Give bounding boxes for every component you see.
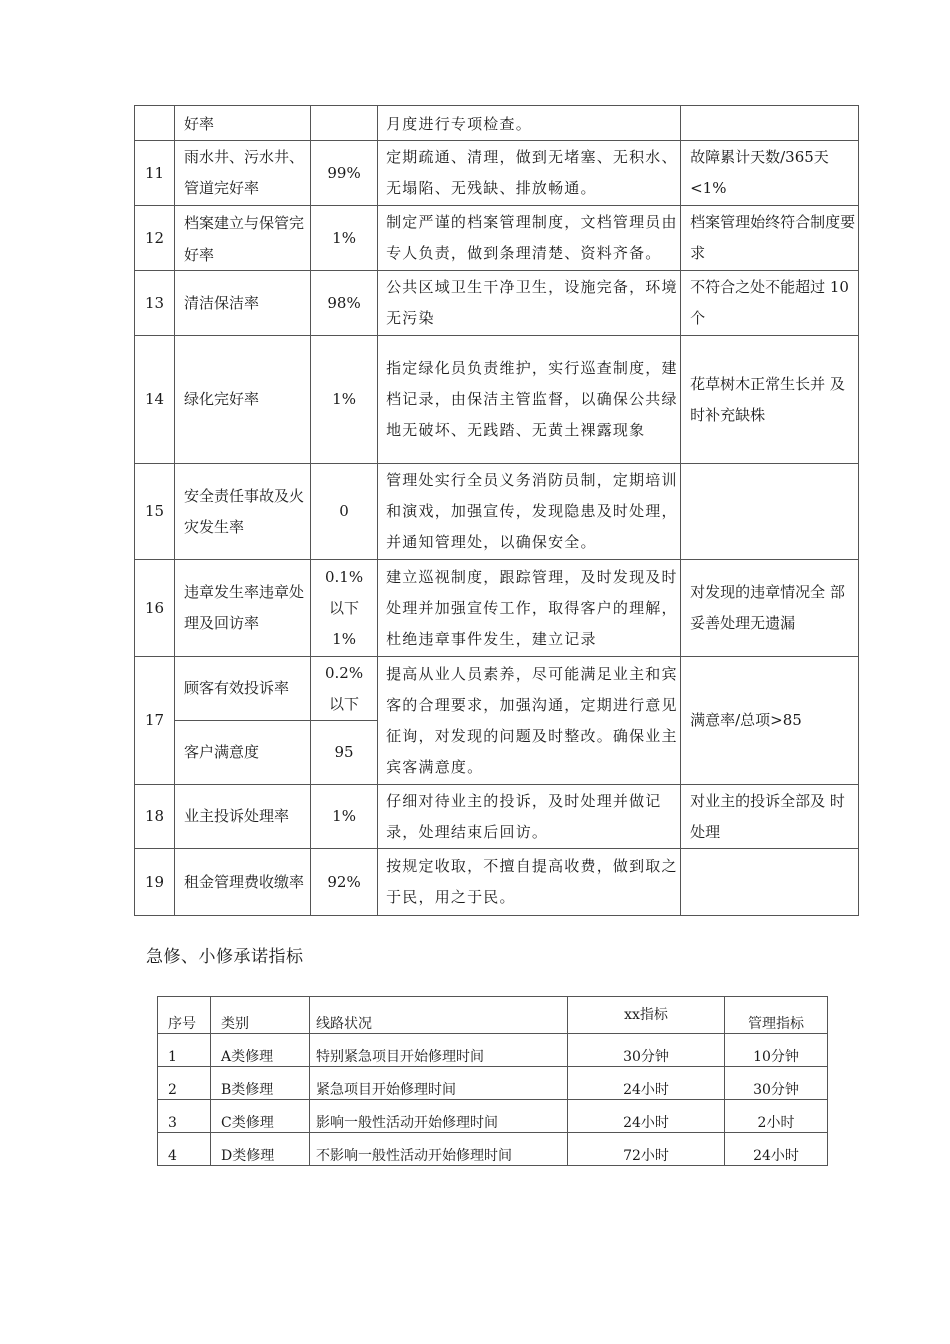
indicator-name: 绿化完好率 xyxy=(175,336,311,464)
indicator-table xyxy=(134,105,859,916)
cell-xx: 30分钟 xyxy=(568,1034,725,1067)
indicator-criterion: 不符合之处不能超过 10个 xyxy=(681,271,859,336)
indicator-criterion: 满意率/总项>85 xyxy=(681,657,859,785)
indicator-name: 顾客有效投诉率 xyxy=(175,657,311,721)
indicator-description: 定期疏通、清理，做到无堵塞、无积水、无塌陷、无残缺、排放畅通。 xyxy=(378,141,681,206)
indicator-description: 公共区域卫生干净卫生，设施完备，环境无污染 xyxy=(378,271,681,336)
cell-mgmt: 10分钟 xyxy=(725,1034,828,1067)
indicator-criterion: 档案管理始终符合制度要求 xyxy=(681,206,859,271)
indicator-description: 月度进行专项检查。 xyxy=(378,106,681,141)
indicator-value: 0.2%以下 xyxy=(311,657,378,721)
cell-xx: 24小时 xyxy=(568,1100,725,1133)
table-row xyxy=(135,657,859,721)
row-number: 14 xyxy=(135,336,175,464)
indicator-name: 雨水井、污水井、 管道完好率 xyxy=(175,141,311,206)
header-mgmt: 管理指标 xyxy=(725,997,828,1034)
table-row xyxy=(135,336,859,464)
cell-mgmt: 2小时 xyxy=(725,1100,828,1133)
indicator-criterion: 对业主的投诉全部及 时处理 xyxy=(681,785,859,849)
cell-xx: 24小时 xyxy=(568,1067,725,1100)
row-number: 15 xyxy=(135,464,175,560)
indicator-description: 提高从业人员素养，尽可能满足业主和宾客的合理要求，加强沟通，定期进行意见征询，对发现的问题及时整改。确保业主宾客满意度。 xyxy=(378,657,681,785)
indicator-name: 违章发生率违章处理及回访率 xyxy=(175,560,311,657)
cell-no: 1 xyxy=(158,1034,211,1067)
cell-category: D类修理 xyxy=(211,1133,310,1166)
indicator-description: 仔细对待业主的投诉，及时处理并做记录，处理结束后回访。 xyxy=(378,785,681,849)
indicator-value: 0 xyxy=(311,464,378,560)
indicator-value: 98% xyxy=(311,271,378,336)
indicator-description: 按规定收取，不擅自提高收费，做到取之于民，用之于民。 xyxy=(378,849,681,916)
table-row xyxy=(135,560,859,657)
indicator-description: 建立巡视制度，跟踪管理，及时发现及时处理并加强宣传工作，取得客户的理解，杜绝违章事件发生，建立记录 xyxy=(378,560,681,657)
indicator-value: 1% xyxy=(311,336,378,464)
row-number xyxy=(135,106,175,141)
indicator-name: 租金管理费收缴率 xyxy=(175,849,311,916)
indicator-criterion: 花草树木正常生长并 及时补充缺株 xyxy=(681,336,859,464)
indicator-criterion xyxy=(681,849,859,916)
indicator-criterion: 对发现的违章情况全 部妥善处理无遗漏 xyxy=(681,560,859,657)
indicator-description: 管理处实行全员义务消防员制，定期培训和演戏，加强宣传，发现隐患及时处理，并通知管理处，以确保安全。 xyxy=(378,464,681,560)
row-number: 13 xyxy=(135,271,175,336)
indicator-name: 清洁保洁率 xyxy=(175,271,311,336)
cell-condition: 不影响一般性活动开始修理时间 xyxy=(310,1133,568,1166)
indicator-name: 好率 xyxy=(175,106,311,141)
indicator-name xyxy=(175,206,311,271)
cell-xx: 72小时 xyxy=(568,1133,725,1166)
table-row xyxy=(135,785,859,849)
cell-no: 4 xyxy=(158,1133,211,1166)
row-number: 17 xyxy=(135,657,175,785)
table-row xyxy=(135,141,859,206)
row-number: 12 xyxy=(135,206,175,271)
table-header-row xyxy=(158,997,828,1034)
indicator-description: 制定严谨的档案管理制度，文档管理员由专人负责，做到条理清楚、资料齐备。 xyxy=(378,206,681,271)
header-no: 序号 xyxy=(158,997,211,1034)
row-number: 16 xyxy=(135,560,175,657)
cell-no: 3 xyxy=(158,1100,211,1133)
indicator-name: 安全责任事故及火灾发生率 xyxy=(175,464,311,560)
cell-no: 2 xyxy=(158,1067,211,1100)
indicator-criterion xyxy=(681,106,859,141)
table-row xyxy=(135,271,859,336)
table-row xyxy=(158,1034,828,1067)
indicator-value: 1% xyxy=(311,206,378,271)
table-row xyxy=(158,1067,828,1100)
cell-category: A类修理 xyxy=(211,1034,310,1067)
row-number: 19 xyxy=(135,849,175,916)
table-row xyxy=(158,1133,828,1166)
indicator-name: 客户满意度 xyxy=(175,721,311,785)
repair-table xyxy=(157,996,828,1166)
indicator-value: 99% xyxy=(311,141,378,206)
indicator-value: 1% xyxy=(311,785,378,849)
cell-mgmt: 24小时 xyxy=(725,1133,828,1166)
cell-category: C类修理 xyxy=(211,1100,310,1133)
cell-condition: 特别紧急项目开始修理时间 xyxy=(310,1034,568,1067)
table-row xyxy=(135,206,859,271)
section-heading: 急修、小修承诺指标 xyxy=(146,947,304,967)
indicator-value xyxy=(311,106,378,141)
row-number: 11 xyxy=(135,141,175,206)
indicator-name: 业主投诉处理率 xyxy=(175,785,311,849)
indicator-criterion xyxy=(681,464,859,560)
row-number: 18 xyxy=(135,785,175,849)
cell-condition: 影响一般性活动开始修理时间 xyxy=(310,1100,568,1133)
cell-mgmt: 30分钟 xyxy=(725,1067,828,1100)
header-xx: xx指标 xyxy=(568,997,725,1034)
indicator-criterion: 故障累计天数/365天<1% xyxy=(681,141,859,206)
header-condition: 线路状况 xyxy=(310,997,568,1034)
indicator-value: 95 xyxy=(311,721,378,785)
table-row xyxy=(158,1100,828,1133)
table-row xyxy=(135,106,859,141)
indicator-value: 92% xyxy=(311,849,378,916)
cell-category: B类修理 xyxy=(211,1067,310,1100)
header-category: 类别 xyxy=(211,997,310,1034)
indicator-value: 0.1%以下1% xyxy=(311,560,378,657)
table-row xyxy=(135,849,859,916)
indicator-name-text: 档案建立与保管完好率 xyxy=(184,213,304,264)
indicator-description: 指定绿化员负责维护，实行巡查制度，建档记录，由保洁主管监督，以确保公共绿地无破坏、无践踏、无黄土裸露现象 xyxy=(378,336,681,464)
cell-condition: 紧急项目开始修理时间 xyxy=(310,1067,568,1100)
table-row xyxy=(135,464,859,560)
